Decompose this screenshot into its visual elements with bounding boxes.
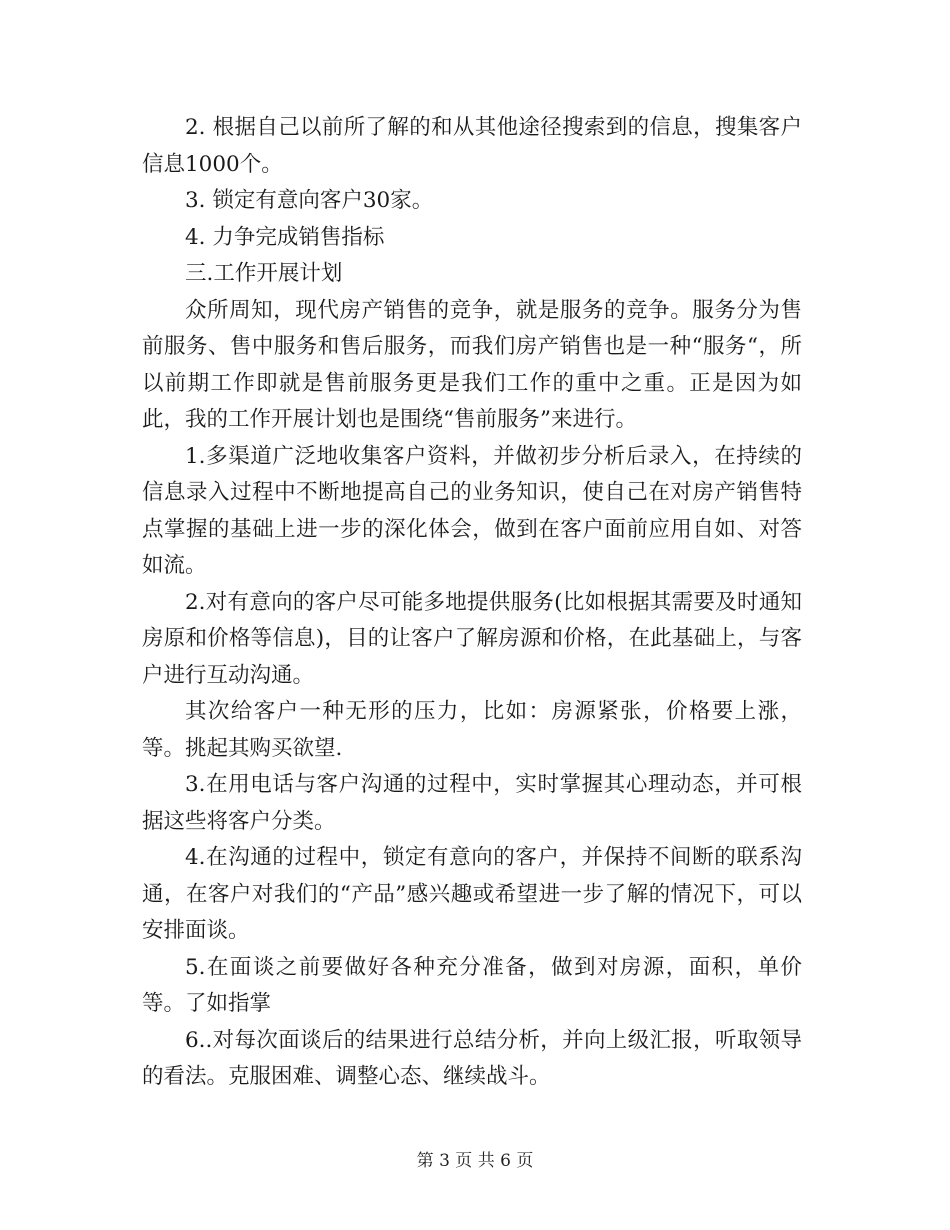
plan-item-4: 4.在沟通的过程中，锁定有意向的客户，并保持不间断的联系沟通，在客户对我们的“产品”感兴趣或希望进一步了解的情况下，可以安排面谈。 [142, 845, 802, 943]
plan-item-1: 1.多渠道广泛地收集客户资料，并做初步分析后录入，在持续的信息录入过程中不断地提高自己的业务知识，使自己在对房产销售特点掌握的基础上进一步的深化体会，做到在客户面前应用自如、对答如流。 [142, 443, 802, 578]
paragraph-intro: 众所周知，现代房产销售的竞争，就是服务的竞争。服务分为售前服务、售中服务和售后服务，而我们房产销售也是一种“服务“，所以前期工作即就是售前服务更是我们工作的重中之重。正是因为如此，我的工作开展计划也是围绕“售前服务”来进行。 [142, 297, 802, 432]
body-text [142, 110, 802, 1096]
plan-item-6: 6..对每次面谈后的结果进行总结分析，并向上级汇报，听取领导的看法。克服困难、调整心态、继续战斗。 [142, 1027, 802, 1089]
page-number-footer: 第 3 页 共 6 页 [416, 1151, 534, 1171]
paragraph-item-3: 3. 锁定有意向客户30家。 [185, 188, 434, 213]
plan-item-2: 2.对有意向的客户尽可能多地提供服务(比如根据其需要及时通知房原和价格等信息)，目的让客户了解房源和价格，在此基础上，与客户进行互动沟通。 [142, 589, 802, 688]
section-heading: 三.工作开展计划 [185, 261, 343, 286]
paragraph-item-4: 4. 力争完成销售指标 [185, 224, 385, 250]
plan-item-3: 3.在用电话与客户沟通的过程中，实时掌握其心理动态，并可根据这些将客户分类。 [142, 772, 802, 834]
paragraph-pressure: 其次给客户一种无形的压力，比如：房源紧张，价格要上涨，等。挑起其购买欲望. [142, 699, 802, 761]
paragraph-item-2: 2. 根据自己以前所了解的和从其他途径搜索到的信息，搜集客户信息1000个。 [142, 115, 802, 177]
plan-item-5: 5.在面谈之前要做好各种充分准备，做到对房源，面积，单价等。了如指掌 [142, 954, 802, 1016]
